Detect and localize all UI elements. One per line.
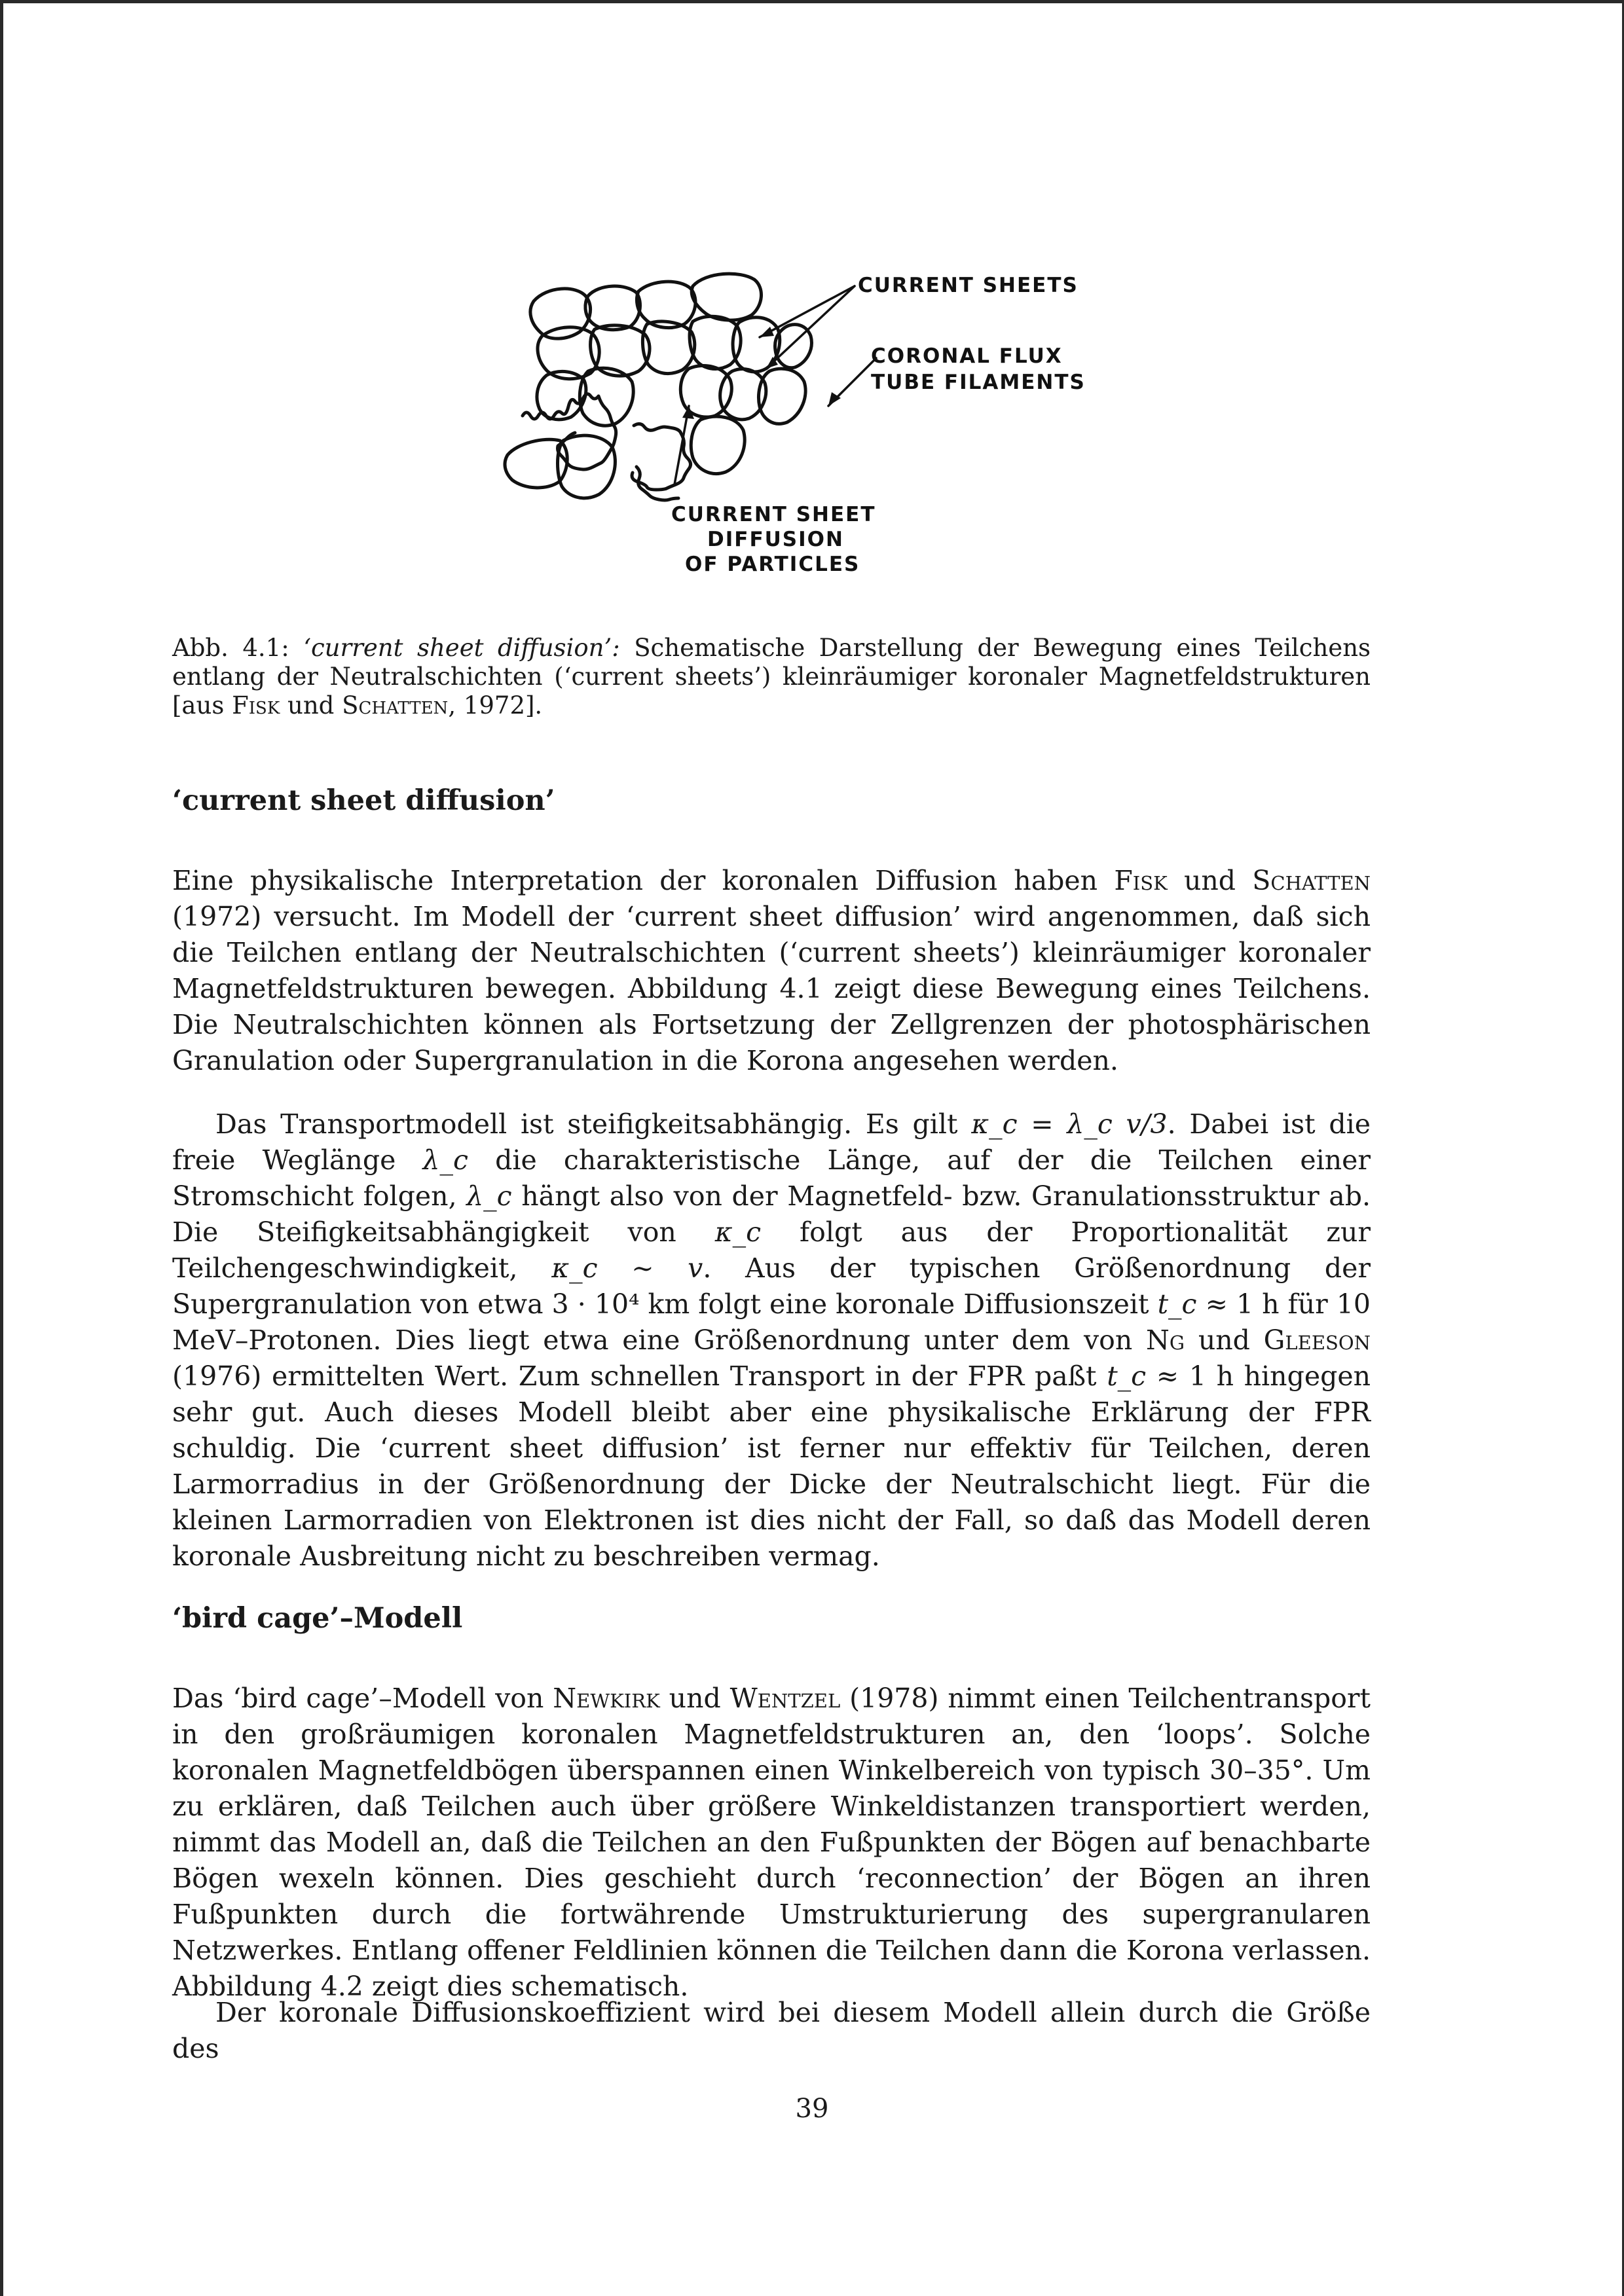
section-heading-current-sheet-diffusion: ‘current sheet diffusion’ bbox=[172, 784, 555, 817]
caption-text: und bbox=[280, 691, 342, 720]
caption-author: Schatten bbox=[342, 691, 449, 720]
text-run: . Aus der typischen Größenordnung der Supergranulation von etwa 3 · 10⁴ km folgt eine koronale Diffusionszeit bbox=[172, 1252, 1371, 1320]
author-name: Schatten bbox=[1252, 865, 1371, 896]
label-current-sheets: CURRENT SHEETS bbox=[858, 274, 1079, 297]
text-run: und bbox=[1167, 865, 1253, 896]
text-run: folgt aus der Proportionalität zur Teilchengeschwindigkeit, bbox=[172, 1216, 1371, 1284]
caption-text: Schematische Darstellung der Bewegung eines Teilchens entlang der Neutralschichten (‘current sheets’) kleinräumiger koronaler Magnetfeldstrukturen [aus bbox=[172, 634, 1371, 720]
label-current-sheet: CURRENT SHEET bbox=[671, 503, 876, 526]
text-run: Eine physikalische Interpretation der koronalen Diffusion haben bbox=[172, 865, 1115, 896]
author-name: Gleeson bbox=[1263, 1324, 1371, 1356]
text-run: (1972) versucht. Im Modell der ‘current sheet diffusion’ wird angenommen, daß sich die Teilchen entlang der Neutralschichten (‘current sheets’) kleinräumiger koronaler Magnetfeldstrukturen bewegen. Abbildung 4.1 zeigt diese Bewegung eines Teilchens. Die Neutralschichten können als Fortsetzung der Zellgrenzen der photosphärischen Granulation oder Supergranulation in die Korona angesehen werden. bbox=[172, 901, 1371, 1076]
scan-border-left bbox=[0, 0, 3, 2296]
label-tube-filaments: TUBE FILAMENTS bbox=[871, 371, 1086, 394]
label-coronal-flux: CORONAL FLUX bbox=[871, 344, 1063, 368]
page-number: 39 bbox=[795, 2094, 829, 2124]
text-run: die charakteristische Länge, auf der die Teilchen einer Stromschicht folgen, bbox=[172, 1144, 1371, 1212]
text-run: 1 h für 10 MeV–Protonen. Dies liegt etwa eine Größenordnung unter dem von bbox=[172, 1288, 1371, 1356]
text-run: und bbox=[1185, 1324, 1264, 1356]
author-name: Fisk bbox=[1114, 865, 1168, 896]
text-run: 1 h hingegen sehr gut. Auch dieses Modell bleibt aber eine physikalische Erklärung der FPR schuldig. Die ‘current sheet diffusion’ ist ferner nur effektiv für Teilchen, deren Larmorradius in der Größenordnung der Dicke der Neutralschicht liegt. Für die kleinen Larmorradien von Elektronen ist dies nicht der Fall, so daß das Modell deren koronale Ausbreitung nicht zu beschreiben vermag. bbox=[172, 1360, 1371, 1572]
section-heading-bird-cage-model: ‘bird cage’–Modell bbox=[172, 1602, 463, 1635]
math-expression: κ_c = λ_c v/3 bbox=[971, 1108, 1168, 1140]
text-run: (1978) nimmt einen Teilchentransport in den großräumigen koronalen Magnetfeldstrukturen an, den ‘loops’. Solche koronalen Magnetfeldbögen überspannen einen Winkelbereich von typisch 30–35°. Um zu erklären, daß Teilchen auch über größere Winkeldistanzen transportiert werden, nimmt das Modell an, daß die Teilchen an den Fußpunkten der Bögen auf benachbarte Bögen wexeln können. Dies geschieht durch ‘reconnection’ der Bögen an ihren Fußpunkten durch die fortwährende Umstrukturierung des supergranularen Netzwerkes. Entlang offener Feldlinien können die Teilchen dann die Korona verlassen. Abbildung 4.2 zeigt dies schematisch. bbox=[172, 1683, 1371, 2002]
figure-caption bbox=[172, 634, 1371, 720]
math-expression: t_c ≈ bbox=[1107, 1360, 1179, 1392]
author-name: Newkirk bbox=[553, 1683, 660, 1714]
math-expression: κ_c bbox=[714, 1216, 762, 1248]
caption-text: , 1972]. bbox=[448, 691, 543, 720]
text-run: Das ‘bird cage’–Modell von bbox=[172, 1683, 553, 1714]
label-of-particles: OF PARTICLES bbox=[685, 553, 860, 576]
paragraph-diffusion-coefficient: Der koronale Diffusionskoeffizient wird bei diesem Modell allein durch die Größe des bbox=[172, 1997, 1371, 2064]
text-run: . Dabei ist die freie Weglänge bbox=[172, 1108, 1371, 1176]
caption-author: Fisk bbox=[232, 691, 280, 720]
label-diffusion: DIFFUSION bbox=[707, 528, 844, 551]
caption-prefix: Abb. 4.1: bbox=[172, 634, 304, 662]
scan-border-top bbox=[0, 0, 1624, 3]
text-run: hängt also von der Magnetfeld- bzw. Granulationsstruktur ab. Die Steifigkeitsabhängigkeit von bbox=[172, 1180, 1371, 1248]
text-run: und bbox=[659, 1683, 730, 1714]
math-expression: λ_c bbox=[422, 1144, 468, 1176]
flux-tube-cells bbox=[505, 274, 811, 498]
math-expression: t_c ≈ bbox=[1157, 1288, 1228, 1320]
author-name: Wentzel bbox=[729, 1683, 841, 1714]
paragraph-csd-intro bbox=[172, 863, 1371, 1079]
text-run: Das Transportmodell ist steifigkeitsabhängig. Es gilt bbox=[215, 1108, 972, 1140]
math-expression: κ_c ∼ v bbox=[551, 1252, 703, 1284]
author-name: Ng bbox=[1146, 1324, 1185, 1356]
paragraph-bird-cage-intro bbox=[172, 1681, 1371, 2005]
paragraph-transport-model bbox=[172, 1106, 1371, 1575]
caption-title: ‘current sheet diffusion’: bbox=[303, 634, 620, 662]
particle-trajectory bbox=[523, 394, 691, 500]
text-run: (1976) ermittelten Wert. Zum schnellen Transport in der FPR paßt bbox=[172, 1360, 1107, 1392]
figure-current-sheet-diffusion bbox=[485, 259, 1139, 599]
math-expression: λ_c bbox=[466, 1180, 512, 1212]
